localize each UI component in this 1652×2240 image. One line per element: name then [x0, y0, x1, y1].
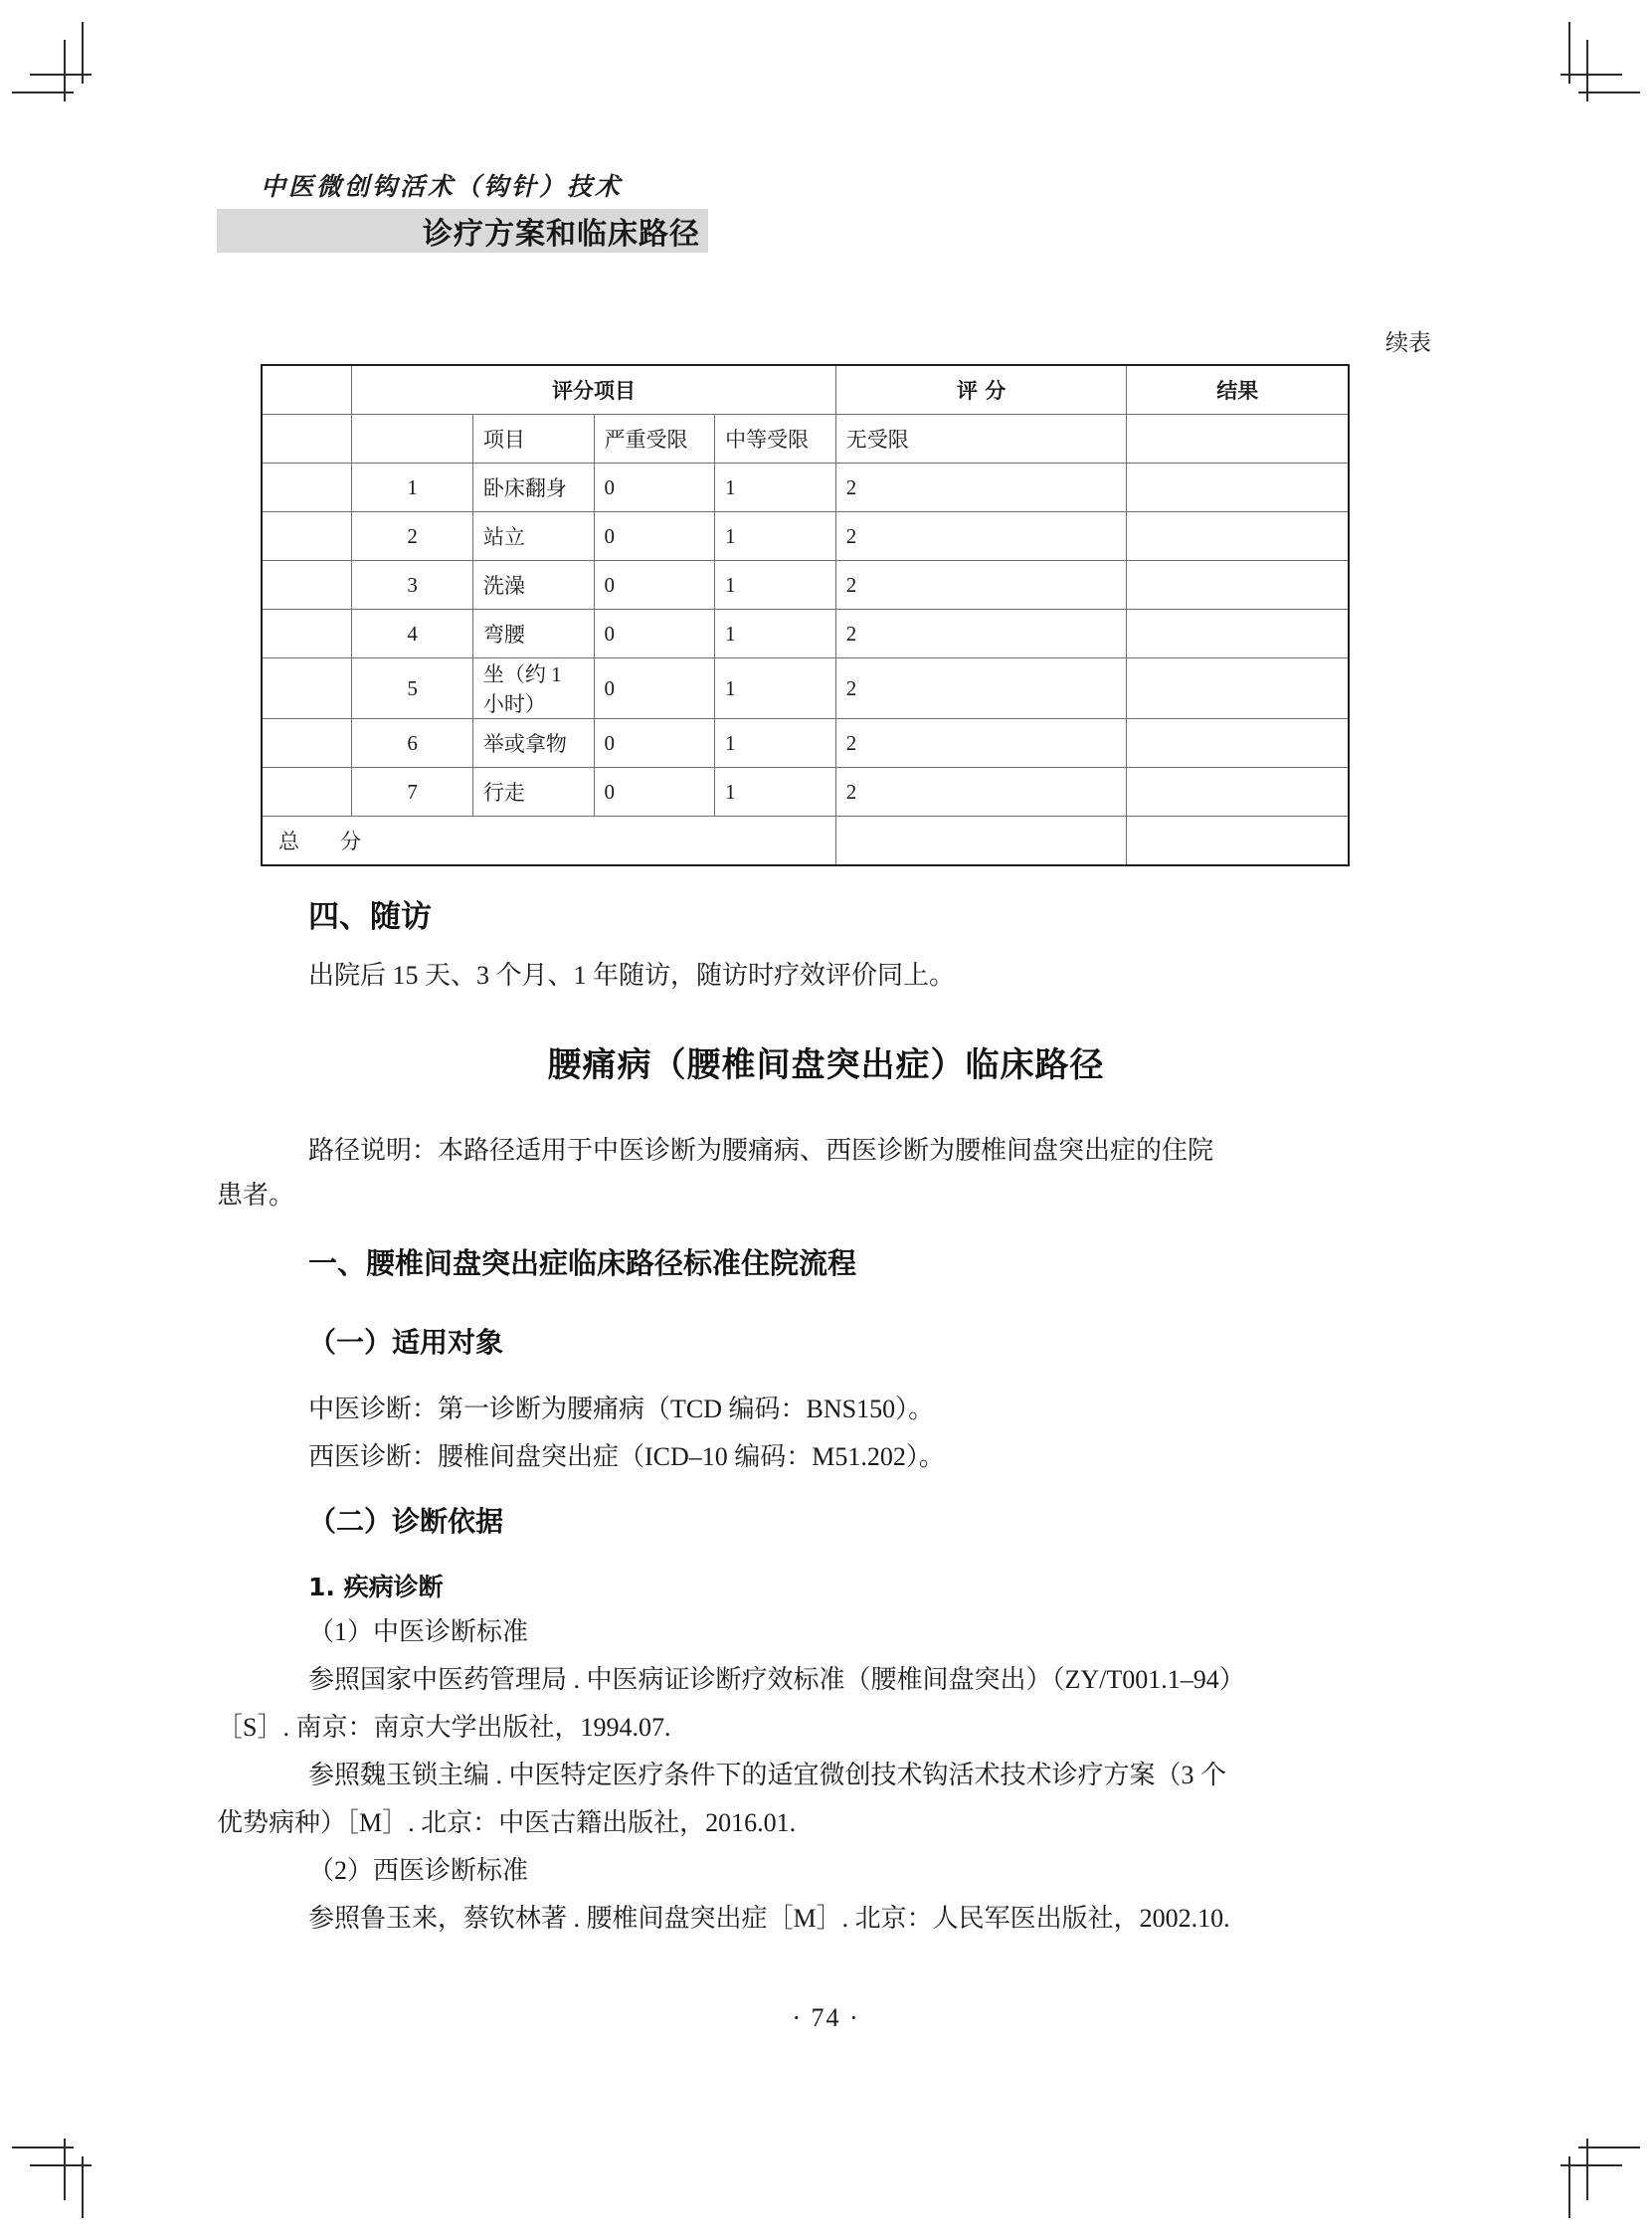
row-severe: 0 — [594, 768, 715, 817]
table-row — [262, 464, 1349, 512]
row-spacer — [262, 512, 352, 561]
header-cell-result: 结果 — [1127, 365, 1349, 415]
crop-mark-bottom-right — [1545, 2141, 1622, 2218]
heading-disease-diagnosis: 1. 疾病诊断 — [308, 1573, 444, 1601]
table-row — [262, 768, 1349, 817]
row-item: 举或拿物 — [472, 719, 594, 768]
row-none: 2 — [835, 658, 1127, 719]
text-item-2: （2）西医诊断标准 — [308, 1856, 529, 1885]
reference-1-line-1: 参照国家中医药管理局 . 中医病证诊断疗效标准（腰椎间盘突出）（ZY/T001.1–94） — [308, 1665, 1245, 1694]
row-result — [1127, 464, 1349, 512]
score-table-container — [261, 364, 1350, 866]
header-cell-score: 评 分 — [835, 365, 1127, 415]
row-severe: 0 — [594, 512, 715, 561]
subheader-cell-none: 无受限 — [835, 415, 1127, 464]
heading-diagnostic-basis: （二）诊断依据 — [308, 1505, 504, 1538]
reference-3: 参照鲁玉来，蔡钦林著 . 腰椎间盘突出症［M］. 北京：人民军医出版社，2002.10. — [308, 1904, 1230, 1933]
heading-followup: 四、随访 — [308, 899, 432, 935]
header-cell-spacer — [262, 365, 352, 415]
header-cell-scoring-items: 评分项目 — [352, 365, 836, 415]
subheader-cell-item: 项目 — [472, 415, 594, 464]
page-title: 腰痛病（腰椎间盘突出症）临床路径 — [547, 1045, 1105, 1085]
row-moderate: 1 — [715, 610, 836, 658]
running-head — [217, 167, 1435, 253]
row-item: 弯腰 — [472, 610, 594, 658]
heading-applicable-object: （一）适用对象 — [308, 1326, 504, 1359]
table-row — [262, 512, 1349, 561]
total-score — [835, 817, 1127, 866]
path-note-line-2: 患者。 — [217, 1181, 295, 1210]
row-result — [1127, 561, 1349, 610]
row-item: 行走 — [472, 768, 594, 817]
reference-2-line-1: 参照魏玉锁主编 . 中医特定医疗条件下的适宜微创技术钩活术技术诊疗方案（3 个 — [308, 1761, 1227, 1789]
table-continued-label: 续表 — [1385, 330, 1431, 355]
row-none: 2 — [835, 561, 1127, 610]
table-row — [262, 719, 1349, 768]
row-severe: 0 — [594, 561, 715, 610]
heading-standard-flow: 一、腰椎间盘突出症临床路径标准住院流程 — [308, 1246, 857, 1280]
row-no: 4 — [352, 610, 473, 658]
row-spacer — [262, 561, 352, 610]
row-moderate: 1 — [715, 719, 836, 768]
row-severe: 0 — [594, 719, 715, 768]
table-total-row — [262, 817, 1349, 866]
row-result — [1127, 512, 1349, 561]
row-no: 5 — [352, 658, 473, 719]
row-none: 2 — [835, 464, 1127, 512]
row-spacer — [262, 464, 352, 512]
subheader-cell-spacer — [262, 415, 352, 464]
row-none: 2 — [835, 768, 1127, 817]
reference-2-line-2: 优势病种）［M］. 北京：中医古籍出版社，2016.01. — [217, 1808, 797, 1837]
row-moderate: 1 — [715, 464, 836, 512]
crop-mark-bottom-left — [30, 2141, 107, 2218]
row-result — [1127, 719, 1349, 768]
reference-1-line-2: ［S］. 南京：南京大学出版社，1994.07. — [217, 1713, 671, 1742]
row-spacer — [262, 658, 352, 719]
running-head-banner — [217, 209, 708, 253]
row-none: 2 — [835, 610, 1127, 658]
text-item-1: （1）中医诊断标准 — [308, 1617, 529, 1646]
path-note-line-1: 路径说明：本路径适用于中医诊断为腰痛病、西医诊断为腰椎间盘突出症的住院 — [308, 1136, 1214, 1165]
table-header-row — [262, 365, 1349, 415]
row-spacer — [262, 719, 352, 768]
table-row — [262, 610, 1349, 658]
running-head-book-title: 中医微创钩活术（钩针）技术 — [261, 174, 624, 201]
row-moderate: 1 — [715, 512, 836, 561]
row-item: 站立 — [472, 512, 594, 561]
subheader-cell-result — [1127, 415, 1349, 464]
row-no: 2 — [352, 512, 473, 561]
running-head-subtitle: 诊疗方案和临床路径 — [423, 217, 700, 252]
row-no: 1 — [352, 464, 473, 512]
row-moderate: 1 — [715, 768, 836, 817]
crop-mark-top-left — [30, 22, 107, 99]
row-result — [1127, 658, 1349, 719]
oswestry-score-table — [261, 364, 1350, 866]
text-tcm-diagnosis: 中医诊断：第一诊断为腰痛病（TCD 编码：BNS150）。 — [308, 1395, 935, 1423]
row-spacer — [262, 768, 352, 817]
row-item: 洗澡 — [472, 561, 594, 610]
paragraph-followup: 出院后 15 天、3 个月、1 年随访，随访时疗效评价同上。 — [308, 961, 956, 990]
row-none: 2 — [835, 719, 1127, 768]
row-none: 2 — [835, 512, 1127, 561]
row-no: 3 — [352, 561, 473, 610]
total-label: 总 分 — [262, 817, 835, 866]
row-item: 卧床翻身 — [472, 464, 594, 512]
subheader-cell-moderate: 中等受限 — [715, 415, 836, 464]
total-result — [1127, 817, 1349, 866]
row-severe: 0 — [594, 610, 715, 658]
row-no: 6 — [352, 719, 473, 768]
text-western-diagnosis: 西医诊断：腰椎间盘突出症（ICD–10 编码：M51.202）。 — [308, 1442, 945, 1471]
row-result — [1127, 768, 1349, 817]
table-row — [262, 561, 1349, 610]
table-row — [262, 658, 1349, 719]
row-no: 7 — [352, 768, 473, 817]
subheader-cell-no — [352, 415, 473, 464]
table-subheader-row — [262, 415, 1349, 464]
row-item: 坐（约 1 小时） — [472, 658, 594, 719]
subheader-cell-severe: 严重受限 — [594, 415, 715, 464]
row-moderate: 1 — [715, 561, 836, 610]
row-severe: 0 — [594, 658, 715, 719]
row-severe: 0 — [594, 464, 715, 512]
crop-mark-top-right — [1545, 22, 1622, 99]
row-spacer — [262, 610, 352, 658]
row-result — [1127, 610, 1349, 658]
row-moderate: 1 — [715, 658, 836, 719]
page-number: · 74 · — [792, 2003, 860, 2032]
